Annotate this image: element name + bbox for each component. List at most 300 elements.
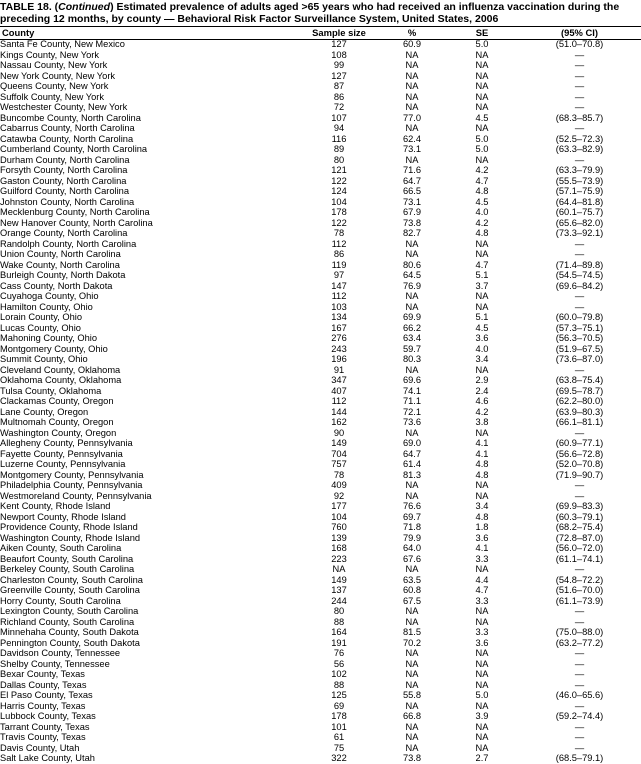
cell-sample-size: 78 xyxy=(333,228,345,239)
table-row xyxy=(0,617,641,628)
cell-ci: — xyxy=(574,732,585,743)
cell-se: NA xyxy=(475,722,489,732)
cell-ci: — xyxy=(574,659,585,669)
table-body xyxy=(0,39,641,764)
cell-percent: 67.5 xyxy=(402,596,422,606)
cell-sample-size: 80 xyxy=(333,606,345,617)
cell-sample-size: NA xyxy=(332,564,346,575)
cell-ci: (59.2–74.4) xyxy=(555,711,604,722)
cell-ci: (64.4–81.8) xyxy=(555,197,604,207)
cell-sample-size: 125 xyxy=(331,690,347,701)
cell-county: Westmoreland County, Pennsylvania xyxy=(0,491,152,501)
cell-percent: NA xyxy=(405,155,419,165)
cell-percent: 81.5 xyxy=(402,627,422,638)
table-row xyxy=(0,712,641,723)
cell-se: NA xyxy=(475,365,489,375)
cell-county: Summit County, Ohio xyxy=(0,354,88,365)
cell-se: NA xyxy=(475,669,489,680)
table-row xyxy=(0,166,641,177)
cell-sample-size: 137 xyxy=(331,585,347,596)
cell-se: NA xyxy=(475,648,489,659)
cell-percent: 69.0 xyxy=(402,438,422,449)
cell-county: Lucas County, Ohio xyxy=(0,323,81,333)
cell-sample-size: 243 xyxy=(331,344,347,354)
cell-percent: 63.5 xyxy=(402,575,422,585)
cell-sample-size: 191 xyxy=(331,638,347,648)
cell-se: 4.8 xyxy=(475,228,489,239)
cell-county: Hamilton County, Ohio xyxy=(0,302,93,312)
cell-sample-size: 149 xyxy=(331,575,347,585)
cell-percent: 74.1 xyxy=(402,386,422,396)
cell-percent: NA xyxy=(405,722,419,732)
cell-sample-size: 244 xyxy=(331,596,347,606)
cell-ci: — xyxy=(574,722,585,732)
cell-se: 4.5 xyxy=(475,113,489,123)
cell-ci: (54.5–74.5) xyxy=(555,270,604,281)
cell-county: Catawba County, North Carolina xyxy=(0,134,134,144)
cell-percent: 66.8 xyxy=(402,711,422,722)
cell-sample-size: 72 xyxy=(333,102,345,113)
table-row xyxy=(0,61,641,72)
cell-se: NA xyxy=(475,732,489,743)
table-row xyxy=(0,365,641,376)
caption-line1-rest: ) Estimated prevalence of adults aged >65 years who had received an influenza vaccination during the xyxy=(110,1,620,13)
cell-se: NA xyxy=(475,155,489,165)
cell-se: NA xyxy=(475,92,489,102)
table-row xyxy=(0,281,641,292)
cell-ci: (63.3–79.9) xyxy=(555,165,604,176)
cell-county: Cass County, North Dakota xyxy=(0,281,113,291)
cell-sample-size: 103 xyxy=(331,302,347,312)
cell-se: NA xyxy=(475,564,489,575)
cell-ci: — xyxy=(574,249,585,260)
cell-county: Lane County, Oregon xyxy=(0,407,89,417)
cell-percent: 66.2 xyxy=(402,323,422,333)
table-row xyxy=(0,187,641,198)
cell-se: 4.2 xyxy=(475,407,489,417)
cell-percent: 69.6 xyxy=(402,375,422,386)
cell-se: NA xyxy=(475,50,489,60)
cell-sample-size: 119 xyxy=(331,260,347,270)
cell-sample-size: 144 xyxy=(331,407,347,417)
cell-percent: 71.8 xyxy=(402,522,422,533)
cell-sample-size: 97 xyxy=(333,270,345,281)
table-row xyxy=(0,659,641,670)
cell-ci: (63.8–75.4) xyxy=(555,375,604,386)
cell-percent: NA xyxy=(405,648,419,659)
cell-percent: NA xyxy=(405,92,419,102)
cell-ci: (63.9–80.3) xyxy=(555,407,604,417)
cell-county: Harris County, Texas xyxy=(0,701,86,711)
table-row xyxy=(0,323,641,334)
cell-percent: NA xyxy=(405,701,419,711)
cell-county: Cumberland County, North Carolina xyxy=(0,144,148,155)
cell-sample-size: 107 xyxy=(331,113,347,123)
caption-line2: preceding 12 months, by county — Behavioral Risk Factor Surveillance System, United States, 2006 xyxy=(0,12,499,25)
cell-sample-size: 409 xyxy=(331,480,347,491)
cell-county: Washington County, Rhode Island xyxy=(0,533,141,543)
cell-county: New York County, New York xyxy=(0,71,116,81)
cell-sample-size: 88 xyxy=(333,617,345,627)
table-row xyxy=(0,250,641,261)
cell-ci: (73.6–87.0) xyxy=(555,354,604,365)
cell-se: 4.8 xyxy=(475,186,489,197)
cell-county: Orange County, North Carolina xyxy=(0,228,128,239)
cell-sample-size: 149 xyxy=(331,438,347,449)
cell-sample-size: 86 xyxy=(333,92,345,102)
cell-percent: NA xyxy=(405,732,419,743)
cell-county: Guilford County, North Carolina xyxy=(0,186,130,197)
cell-ci: — xyxy=(574,743,585,753)
cell-se: 4.8 xyxy=(475,459,489,470)
table-row xyxy=(0,596,641,607)
cell-percent: 67.9 xyxy=(402,207,422,218)
cell-county: Montgomery County, Ohio xyxy=(0,344,108,354)
table-row xyxy=(0,92,641,103)
cell-percent: 64.7 xyxy=(402,449,422,459)
cell-sample-size: 760 xyxy=(331,522,347,533)
cell-se: 4.7 xyxy=(475,585,489,596)
cell-percent: 55.8 xyxy=(402,690,422,701)
table-row xyxy=(0,439,641,450)
cell-percent: 59.7 xyxy=(402,344,422,354)
cell-se: NA xyxy=(475,239,489,249)
cell-county: Shelby County, Tennessee xyxy=(0,659,110,669)
cell-percent: NA xyxy=(405,123,419,134)
cell-county: Queens County, New York xyxy=(0,81,109,92)
cell-county: Union County, North Carolina xyxy=(0,249,121,260)
cell-ci: (56.6–72.8) xyxy=(555,449,604,459)
cell-se: 5.0 xyxy=(475,144,489,155)
table-row xyxy=(0,113,641,124)
cell-ci: — xyxy=(574,680,585,690)
cell-ci: (68.3–85.7) xyxy=(555,113,604,123)
cell-sample-size: 147 xyxy=(331,281,347,291)
cell-county: Travis County, Texas xyxy=(0,732,86,743)
cell-percent: 61.4 xyxy=(402,459,422,470)
cell-county: Lexington County, South Carolina xyxy=(0,606,139,617)
table-row xyxy=(0,628,641,639)
cell-county: Charleston County, South Carolina xyxy=(0,575,143,585)
cell-percent: NA xyxy=(405,239,419,249)
table-row xyxy=(0,260,641,271)
column-header-county: County xyxy=(0,27,300,40)
cell-percent: 73.6 xyxy=(402,417,422,428)
table-row xyxy=(0,344,641,355)
cell-county: Davis County, Utah xyxy=(0,743,80,753)
cell-county: Newport County, Rhode Island xyxy=(0,512,126,522)
cell-county: Oklahoma County, Oklahoma xyxy=(0,375,122,386)
table-row xyxy=(0,638,641,649)
cell-county: Clackamas County, Oregon xyxy=(0,396,114,407)
cell-sample-size: 87 xyxy=(333,81,345,92)
table-row xyxy=(0,82,641,93)
cell-percent: NA xyxy=(405,491,419,501)
table-row xyxy=(0,229,641,240)
cell-sample-size: 75 xyxy=(333,743,345,753)
cell-county: Tarrant County, Texas xyxy=(0,722,90,732)
cell-se: NA xyxy=(475,71,489,81)
cell-percent: 81.3 xyxy=(402,470,422,480)
cell-se: NA xyxy=(475,60,489,71)
table-row xyxy=(0,586,641,597)
cell-se: 4.2 xyxy=(475,218,489,228)
cell-percent: 63.4 xyxy=(402,333,422,344)
cell-se: 3.7 xyxy=(475,281,489,291)
cell-sample-size: 78 xyxy=(333,470,345,480)
cell-county: Berkeley County, South Carolina xyxy=(0,564,135,575)
table-header xyxy=(0,27,641,40)
cell-se: NA xyxy=(475,302,489,312)
cell-ci: (61.1–74.1) xyxy=(555,554,604,564)
cell-se: NA xyxy=(475,606,489,617)
table-row xyxy=(0,155,641,166)
cell-ci: (46.0–65.6) xyxy=(555,690,604,701)
table-row xyxy=(0,313,641,324)
cell-se: 3.4 xyxy=(475,501,489,512)
cell-se: 4.0 xyxy=(475,344,489,354)
cell-percent: 71.6 xyxy=(402,165,422,176)
table-row xyxy=(0,670,641,681)
cell-county: Suffolk County, New York xyxy=(0,92,105,102)
cell-county: Philadelphia County, Pennsylvania xyxy=(0,480,143,491)
cell-percent: NA xyxy=(405,302,419,312)
cell-ci: (63.2–77.2) xyxy=(555,638,604,648)
cell-sample-size: 61 xyxy=(333,732,345,743)
cell-percent: 64.7 xyxy=(402,176,422,186)
cell-county: New Hanover County, North Carolina xyxy=(0,218,153,228)
cell-county: Forsyth County, North Carolina xyxy=(0,165,128,176)
cell-ci: — xyxy=(574,239,585,249)
table-row xyxy=(0,743,641,754)
table-row xyxy=(0,491,641,502)
cell-se: 4.8 xyxy=(475,470,489,480)
table-row xyxy=(0,271,641,282)
cell-se: 5.0 xyxy=(475,39,489,50)
table-row xyxy=(0,50,641,61)
cell-ci: (51.9–67.5) xyxy=(555,344,604,354)
cell-ci: — xyxy=(574,302,585,312)
cell-percent: 60.9 xyxy=(402,39,422,50)
cell-sample-size: 92 xyxy=(333,491,345,501)
cell-county: Minnehaha County, South Dakota xyxy=(0,627,139,638)
cell-sample-size: 76 xyxy=(333,648,345,659)
cell-sample-size: 276 xyxy=(331,333,347,344)
table-row xyxy=(0,460,641,471)
table-row xyxy=(0,565,641,576)
cell-percent: 60.8 xyxy=(402,585,422,596)
cell-sample-size: 88 xyxy=(333,680,345,690)
cell-se: 2.7 xyxy=(475,753,489,764)
table-row xyxy=(0,418,641,429)
cell-sample-size: 162 xyxy=(331,417,347,428)
cell-sample-size: 124 xyxy=(331,186,347,197)
cell-sample-size: 80 xyxy=(333,155,345,165)
table-row xyxy=(0,407,641,418)
cell-ci: (57.1–75.9) xyxy=(555,186,604,197)
cell-county: Greenville County, South Carolina xyxy=(0,585,140,596)
table-row xyxy=(0,533,641,544)
cell-se: 4.2 xyxy=(475,165,489,176)
cell-sample-size: 177 xyxy=(331,501,347,512)
cell-percent: NA xyxy=(405,480,419,491)
cell-county: Lubbock County, Texas xyxy=(0,711,96,722)
cell-sample-size: 90 xyxy=(333,428,345,438)
cell-ci: (51.6–70.0) xyxy=(555,585,604,596)
cell-percent: 69.7 xyxy=(402,512,422,522)
table-row xyxy=(0,575,641,586)
cell-ci: — xyxy=(574,428,585,438)
cell-se: 3.9 xyxy=(475,711,489,722)
cell-sample-size: 704 xyxy=(331,449,347,459)
cell-sample-size: 104 xyxy=(331,512,347,522)
cell-percent: 73.8 xyxy=(402,218,422,228)
cell-county: Gaston County, North Carolina xyxy=(0,176,127,186)
cell-county: El Paso County, Texas xyxy=(0,690,93,701)
cell-se: 5.0 xyxy=(475,134,489,144)
table-row xyxy=(0,523,641,534)
cell-county: Johnston County, North Carolina xyxy=(0,197,135,207)
cell-county: Richland County, South Carolina xyxy=(0,617,135,627)
cell-ci: — xyxy=(574,291,585,302)
table-row xyxy=(0,334,641,345)
table-row xyxy=(0,733,641,744)
cell-percent: 70.2 xyxy=(402,638,422,648)
cell-se: 5.1 xyxy=(475,312,489,323)
table-row xyxy=(0,208,641,219)
cell-percent: 64.5 xyxy=(402,270,422,281)
cell-county: Randolph County, North Carolina xyxy=(0,239,137,249)
cell-ci: — xyxy=(574,669,585,680)
cell-se: 3.6 xyxy=(475,533,489,543)
cell-percent: 72.1 xyxy=(402,407,422,417)
cell-se: 4.0 xyxy=(475,207,489,218)
cell-percent: 73.8 xyxy=(402,753,422,764)
cell-ci: (71.9–90.7) xyxy=(555,470,604,480)
cell-sample-size: 104 xyxy=(331,197,347,207)
cell-se: 3.8 xyxy=(475,417,489,428)
cell-county: Wake County, North Carolina xyxy=(0,260,120,270)
cell-ci: (60.0–79.8) xyxy=(555,312,604,323)
cell-sample-size: 168 xyxy=(331,543,347,554)
cell-sample-size: 223 xyxy=(331,554,347,564)
cell-sample-size: 121 xyxy=(331,165,347,176)
cell-percent: 80.6 xyxy=(402,260,422,270)
cell-county: Lorain County, Ohio xyxy=(0,312,82,323)
cell-county: Horry County, South Carolina xyxy=(0,596,121,606)
cell-percent: NA xyxy=(405,617,419,627)
cell-percent: 76.6 xyxy=(402,501,422,512)
cell-ci: (72.8–87.0) xyxy=(555,533,604,543)
cell-ci: — xyxy=(574,123,585,134)
table-row xyxy=(0,355,641,366)
cell-se: 3.3 xyxy=(475,596,489,606)
cell-se: 4.7 xyxy=(475,260,489,270)
prevalence-table xyxy=(0,26,641,764)
cell-ci: — xyxy=(574,50,585,60)
table-row xyxy=(0,691,641,702)
cell-sample-size: 56 xyxy=(333,659,345,669)
cell-county: Salt Lake County, Utah xyxy=(0,753,95,764)
cell-percent: 66.5 xyxy=(402,186,422,197)
table-row xyxy=(0,386,641,397)
cell-percent: NA xyxy=(405,249,419,260)
cell-ci: — xyxy=(574,564,585,575)
cell-sample-size: 196 xyxy=(331,354,347,365)
table-row xyxy=(0,239,641,250)
cell-se: 4.1 xyxy=(475,543,489,554)
cell-se: 4.5 xyxy=(475,323,489,333)
cell-sample-size: 99 xyxy=(333,60,345,71)
cell-sample-size: 164 xyxy=(331,627,347,638)
table-row xyxy=(0,302,641,313)
cell-county: Dallas County, Texas xyxy=(0,680,87,690)
cell-se: 3.3 xyxy=(475,627,489,638)
cell-percent: 73.1 xyxy=(402,197,422,207)
table-row xyxy=(0,449,641,460)
table-row xyxy=(0,376,641,387)
table-row xyxy=(0,502,641,513)
cell-se: NA xyxy=(475,291,489,302)
cell-percent: NA xyxy=(405,365,419,375)
cell-percent: 76.9 xyxy=(402,281,422,291)
table-row xyxy=(0,481,641,492)
cell-ci: (57.3–75.1) xyxy=(555,323,604,333)
cell-county: Montgomery County, Pennsylvania xyxy=(0,470,144,480)
cell-se: NA xyxy=(475,81,489,92)
cell-ci: (66.1–81.1) xyxy=(555,417,604,428)
cell-se: NA xyxy=(475,491,489,501)
cell-se: 3.3 xyxy=(475,554,489,564)
table-row xyxy=(0,649,641,660)
cell-se: 4.4 xyxy=(475,575,489,585)
table-row xyxy=(0,397,641,408)
table-row xyxy=(0,103,641,114)
cell-ci: — xyxy=(574,102,585,113)
table-row xyxy=(0,680,641,691)
table-row xyxy=(0,554,641,565)
cell-se: NA xyxy=(475,249,489,260)
table-row xyxy=(0,176,641,187)
cell-sample-size: 127 xyxy=(331,71,347,81)
cell-ci: — xyxy=(574,606,585,617)
cell-se: 3.6 xyxy=(475,638,489,648)
cell-se: 5.0 xyxy=(475,690,489,701)
table-row xyxy=(0,145,641,156)
table-caption xyxy=(0,0,641,26)
cell-se: NA xyxy=(475,659,489,669)
cell-ci: (73.3–92.1) xyxy=(555,228,604,239)
cell-county: Multnomah County, Oregon xyxy=(0,417,114,428)
cell-sample-size: 122 xyxy=(331,218,347,228)
cell-se: 3.4 xyxy=(475,354,489,365)
cell-ci: (65.6–82.0) xyxy=(555,218,604,228)
cell-percent: NA xyxy=(405,60,419,71)
cell-sample-size: 322 xyxy=(331,753,347,764)
cell-ci: (63.3–82.9) xyxy=(555,144,604,155)
table-row xyxy=(0,134,641,145)
cell-sample-size: 102 xyxy=(331,669,347,680)
cell-county: Buncombe County, North Carolina xyxy=(0,113,141,123)
cell-county: Burleigh County, North Dakota xyxy=(0,270,126,281)
cell-se: 4.1 xyxy=(475,438,489,449)
cell-se: 4.1 xyxy=(475,449,489,459)
cell-sample-size: 347 xyxy=(331,375,347,386)
cell-county: Cabarrus County, North Carolina xyxy=(0,123,135,134)
cell-sample-size: 178 xyxy=(331,711,347,722)
cell-percent: NA xyxy=(405,428,419,438)
cell-county: Mahoning County, Ohio xyxy=(0,333,97,344)
